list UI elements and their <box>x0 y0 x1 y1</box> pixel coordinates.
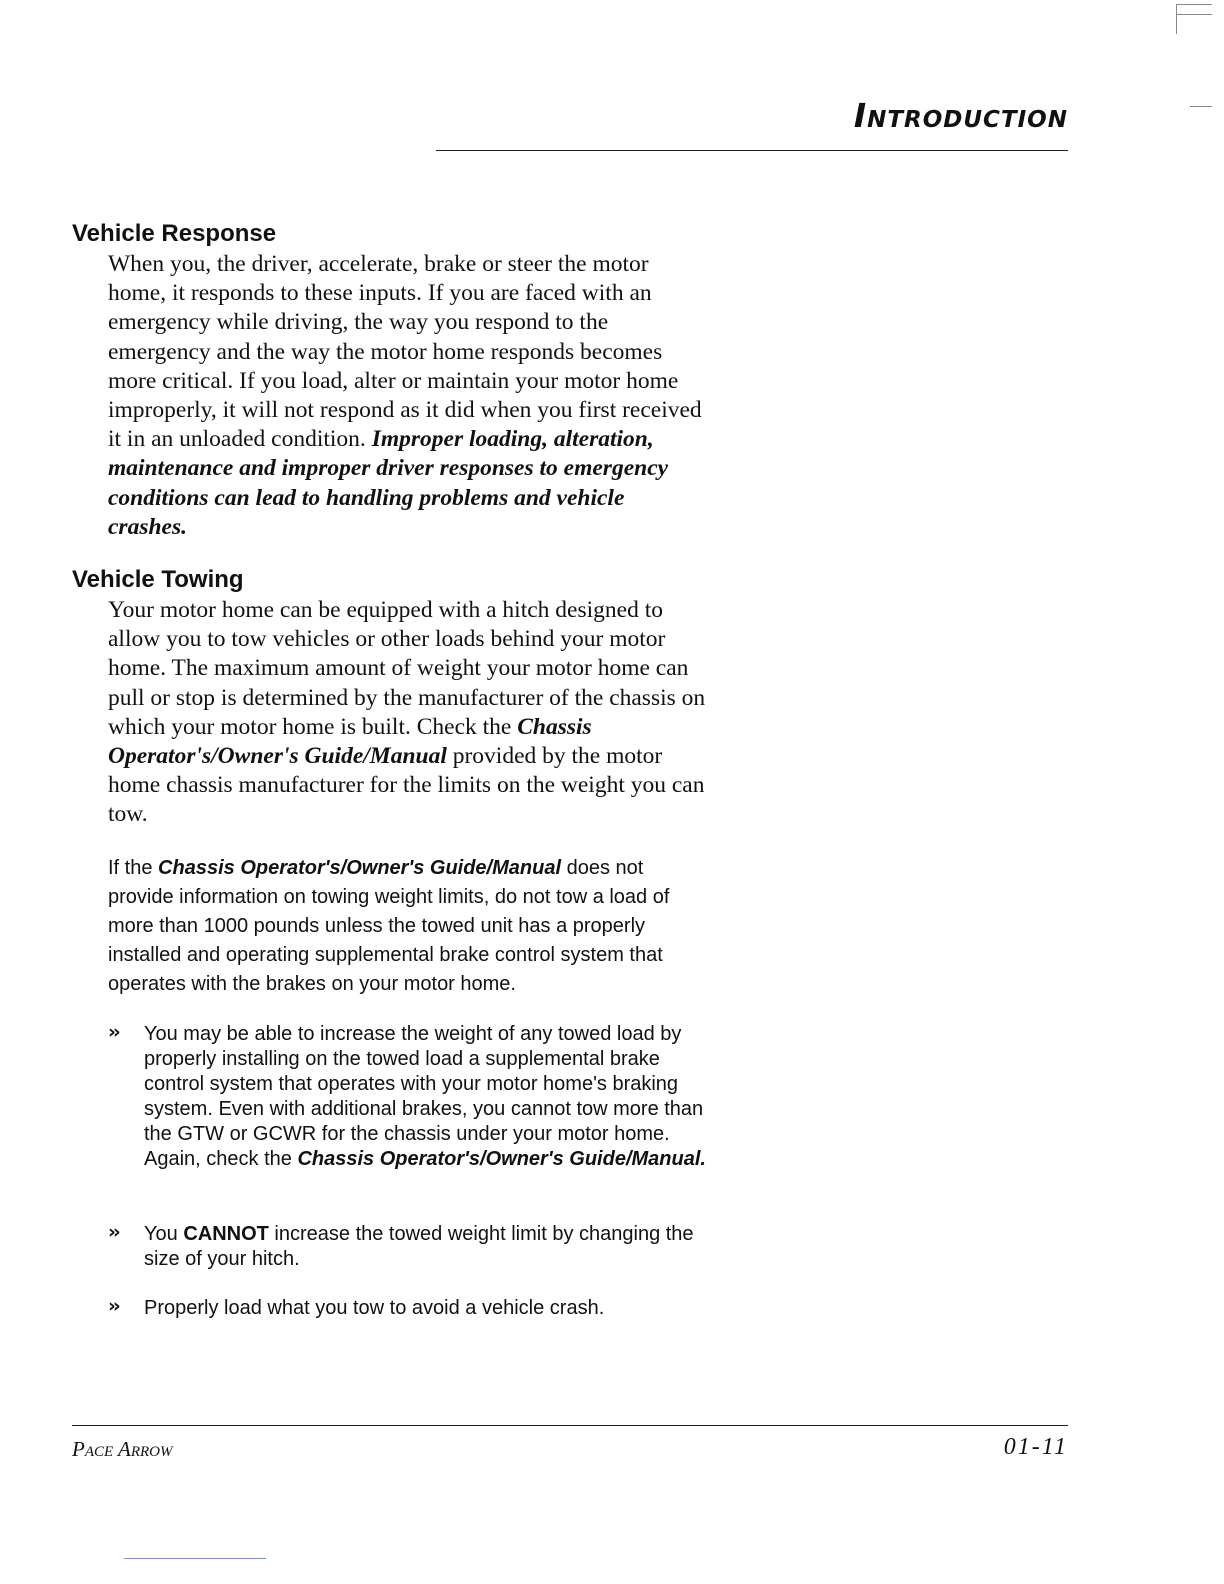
bullet-text <box>144 1222 708 1272</box>
bullet-text <box>144 1022 708 1172</box>
double-chevron-icon: ›› <box>108 1221 118 1243</box>
scan-edge-mark <box>1176 14 1212 15</box>
section-heading-vehicle-response: Vehicle Response <box>72 220 277 247</box>
scan-edge-mark <box>1176 4 1177 34</box>
list-item <box>108 1022 708 1172</box>
vehicle-response-warning: Improper loading, alteration, maintenance and improper driver responses to emergency conditions can lead to handling problems and vehicle crashes. <box>108 426 669 540</box>
bullet-1-manual-reference: Chassis Operator's/Owner's Guide/Manual. <box>297 1148 706 1170</box>
bullet-2-pre: You <box>144 1223 178 1245</box>
bullet-1-text: You may be able to increase the weight of any towed load by properly installing on the towed load a supplemental brake control system that operates with your motor home's braking system. Even with additional brakes, you cannot tow more than the GTW or GCWR for the chassis under your motor home. Again, check the <box>144 1023 704 1170</box>
bullet-text <box>144 1296 708 1321</box>
vehicle-response-body: When you, the driver, accelerate, brake or steer the motor home, it responds to these inputs. If you are faced with an emergency while driving, the way you respond to the emergency and the way the motor home responds becomes more critical. If you load, alter or maintain your motor home improperly, it will not respond as it did when you first received it in an unloaded condition. <box>108 251 702 453</box>
chassis-manual-reference: Chassis Operator's/Owner's Guide/Manual <box>108 713 592 770</box>
double-chevron-icon: ›› <box>108 1021 118 1043</box>
towing-note-post: does not provide information on towing weight limits, do not tow a load of more than 1000 pounds unless the towed unit has a properly installed and operating supplemental brake control system that operates with the brakes on your motor home. <box>108 857 670 995</box>
vehicle-towing-paragraph <box>108 596 708 830</box>
bullet-3-text: Properly load what you tow to avoid a vehicle crash. <box>144 1297 605 1319</box>
list-item <box>108 1222 708 1272</box>
scan-edge-mark <box>124 1558 266 1559</box>
header-divider <box>436 150 1068 151</box>
vehicle-towing-body-pre: Your motor home can be equipped with a hitch designed to allow you to tow vehicles or other loads behind your motor home. The maximum amount of weight your motor home can pull or stop is determined by the manufacturer of the chassis on which your motor home is built. Check the <box>108 597 706 740</box>
section-heading-vehicle-towing: Vehicle Towing <box>72 566 244 593</box>
page-number: 01-11 <box>1003 1434 1068 1460</box>
page-header-title: Introduction <box>853 96 1068 135</box>
towing-note-manual-reference: Chassis Operator's/Owner's Guide/Manual <box>158 857 562 879</box>
towing-note-pre: If the <box>108 857 153 879</box>
footer-product-name: Pace Arrow <box>72 1437 173 1461</box>
double-chevron-icon: ›› <box>108 1295 118 1317</box>
vehicle-response-paragraph <box>108 250 708 542</box>
bullet-2-strong: CANNOT <box>183 1223 269 1245</box>
bullet-2-post: increase the towed weight limit by changing the size of your hitch. <box>144 1223 694 1270</box>
towing-weight-note <box>108 854 698 999</box>
scan-edge-mark <box>1190 106 1212 107</box>
vehicle-towing-body-post: provided by the motor home chassis manufacturer for the limits on the weight you can tow. <box>108 743 705 828</box>
scan-edge-mark <box>1176 4 1212 5</box>
list-item <box>108 1296 708 1321</box>
footer-divider <box>72 1425 1068 1426</box>
